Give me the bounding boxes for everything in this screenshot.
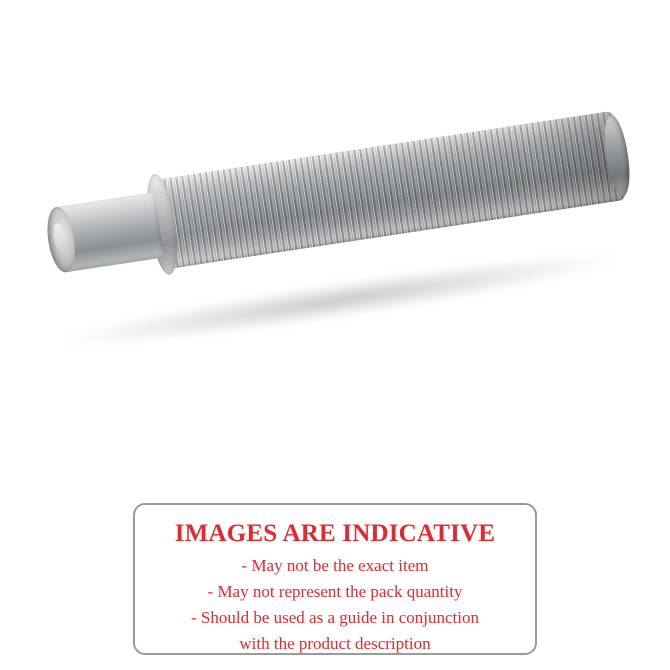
indicative-notice (133, 503, 537, 655)
pulley-toothed-body (150, 111, 626, 270)
list-item: - May not be the exact item (241, 556, 429, 575)
notice-title: IMAGES ARE INDICATIVE (174, 520, 496, 547)
notice-list (135, 553, 535, 657)
list-item: - May not represent the pack quantity (207, 582, 463, 601)
list-item: - Should be used as a guide in conjunction (190, 608, 479, 627)
list-item: with the product description (239, 634, 431, 653)
